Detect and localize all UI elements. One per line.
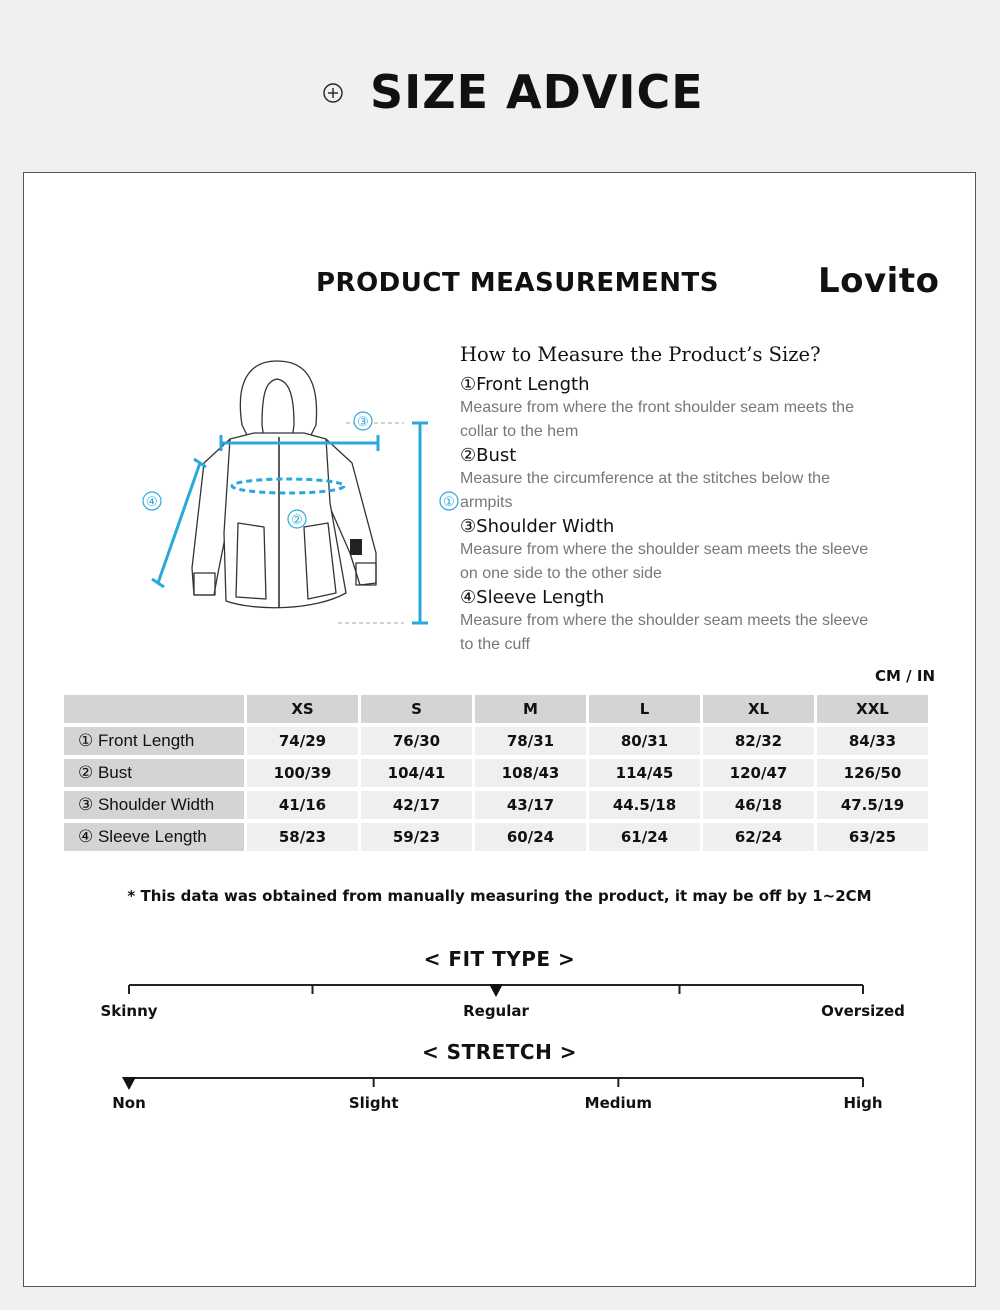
plus-circle-icon <box>322 82 344 104</box>
row-label: ④ Sleeve Length <box>64 823 244 851</box>
guide-item-name: ②Bust <box>460 445 517 466</box>
table-row <box>64 727 928 755</box>
table-cell: 126/50 <box>817 759 928 787</box>
row-label: ② Bust <box>64 759 244 787</box>
table-cell: 46/18 <box>703 791 814 819</box>
table-cell: 58/23 <box>247 823 358 851</box>
guide-item-description <box>460 538 930 585</box>
size-column-header: XS <box>247 695 358 723</box>
table-cell: 100/39 <box>247 759 358 787</box>
table-cell: 80/31 <box>589 727 700 755</box>
marker-2: ② <box>291 513 303 528</box>
guide-item-description <box>460 609 930 656</box>
size-column-header: M <box>475 695 586 723</box>
selected-marker-icon <box>489 984 503 997</box>
size-column-header: XXL <box>817 695 928 723</box>
guide-item-description-line: Measure from where the front shoulder seam meets the <box>460 399 854 416</box>
guide-item-description-line: Measure from where the shoulder seam meets the sleeve <box>460 612 869 629</box>
marker-4: ④ <box>146 495 158 510</box>
marker-3: ③ <box>357 415 369 430</box>
guide-item-description <box>460 396 930 443</box>
table-cell: 60/24 <box>475 823 586 851</box>
stretch-label: Slight <box>348 1094 399 1112</box>
size-column-header: S <box>361 695 472 723</box>
table-cell: 78/31 <box>475 727 586 755</box>
product-measurements-title: PRODUCT MEASUREMENTS <box>316 268 719 298</box>
table-row <box>64 791 928 819</box>
table-corner <box>64 695 244 723</box>
table-cell: 62/24 <box>703 823 814 851</box>
guide-item-description-line: Measure from where the shoulder seam meets the sleeve <box>460 541 869 558</box>
page-header <box>0 0 1000 172</box>
size-column-header: XL <box>703 695 814 723</box>
table-cell: 42/17 <box>361 791 472 819</box>
fit-type-title: < FIT TYPE > <box>423 947 576 971</box>
guide-item-description-line: Measure the circumference at the stitches below the <box>460 470 830 487</box>
stretch-label: High <box>843 1094 883 1112</box>
guide-item-name: ③Shoulder Width <box>460 516 615 537</box>
table-cell: 43/17 <box>475 791 586 819</box>
unit-label: CM / IN <box>875 667 935 685</box>
fit_type-label: Regular <box>463 1002 529 1020</box>
guide-item-description-line: on one side to the other side <box>460 564 662 582</box>
size-table <box>61 691 931 855</box>
measurement-note: * This data was obtained from manually measuring the product, it may be off by 1~2CM <box>127 887 872 905</box>
fit-type-scale <box>24 975 975 999</box>
table-cell: 108/43 <box>475 759 586 787</box>
table-cell: 120/47 <box>703 759 814 787</box>
table-cell: 84/33 <box>817 727 928 755</box>
guide-item-description-line: to the cuff <box>460 635 530 653</box>
guide-item-description-line: collar to the hem <box>460 422 579 440</box>
guide-item-name: ④Sleeve Length <box>460 587 605 608</box>
stretch-scale <box>24 1068 975 1092</box>
guide-item-name: ①Front Length <box>460 374 590 395</box>
table-cell: 76/30 <box>361 727 472 755</box>
table-row <box>64 823 928 851</box>
stretch-label: Medium <box>584 1094 652 1112</box>
row-label: ① Front Length <box>64 727 244 755</box>
fit_type-label: Oversized <box>821 1002 905 1020</box>
page-title: SIZE ADVICE <box>370 65 704 119</box>
row-label: ③ Shoulder Width <box>64 791 244 819</box>
measurement-guide <box>460 343 930 658</box>
stretch-label: Non <box>112 1094 146 1112</box>
guide-title: How to Measure the Product’s Size? <box>460 343 821 366</box>
fit_type-label: Skinny <box>100 1002 158 1020</box>
table-cell: 59/23 <box>361 823 472 851</box>
marker-1: ① <box>443 495 455 510</box>
guide-item-description <box>460 467 930 514</box>
selected-marker-icon <box>122 1077 136 1090</box>
table-cell: 74/29 <box>247 727 358 755</box>
table-cell: 63/25 <box>817 823 928 851</box>
table-cell: 82/32 <box>703 727 814 755</box>
table-cell: 47.5/19 <box>817 791 928 819</box>
guide-item-description-line: armpits <box>460 493 513 511</box>
table-row <box>64 759 928 787</box>
table-cell: 104/41 <box>361 759 472 787</box>
size-column-header: L <box>589 695 700 723</box>
stretch-title: < STRETCH > <box>421 1040 578 1064</box>
table-cell: 41/16 <box>247 791 358 819</box>
size-advice-card <box>23 172 976 1287</box>
hoodie-illustration <box>114 353 474 653</box>
table-cell: 61/24 <box>589 823 700 851</box>
brand-logo: Lovito <box>818 261 940 301</box>
table-cell: 44.5/18 <box>589 791 700 819</box>
table-cell: 114/45 <box>589 759 700 787</box>
